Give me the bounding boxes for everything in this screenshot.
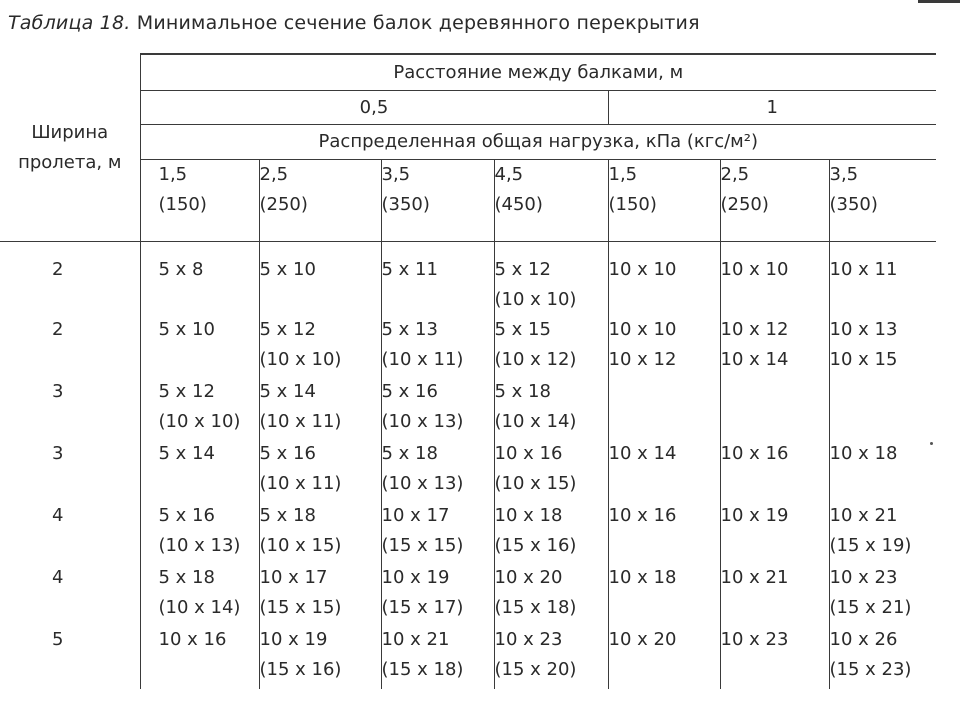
section-cell — [381, 563, 494, 625]
table-body — [0, 242, 936, 690]
load-header: Распределенная общая нагрузка, кПа (кгс/м²) — [140, 125, 936, 160]
section-value: (15 x 18) — [494, 597, 577, 618]
section-cell — [608, 377, 720, 439]
load-kpa: 3,5 — [381, 164, 411, 185]
section-cell — [608, 625, 720, 689]
table-row — [0, 625, 936, 689]
section-cell — [381, 501, 494, 563]
span-width-header-line2: пролета, м — [18, 151, 122, 173]
section-value: 5 x 10 — [158, 319, 215, 340]
section-value: 5 x 15 — [494, 319, 551, 340]
section-value: 5 x 18 — [494, 381, 551, 402]
section-cell — [720, 563, 829, 625]
section-value: (10 x 11) — [259, 473, 342, 494]
section-cell — [494, 377, 608, 439]
section-value: 10 x 19 — [720, 505, 789, 526]
section-cell — [829, 501, 936, 563]
load-kpa: 2,5 — [720, 164, 750, 185]
section-value: 10 x 23 — [494, 629, 563, 650]
section-value: 10 x 10 — [608, 319, 677, 340]
section-cell — [720, 501, 829, 563]
section-cell — [608, 315, 720, 377]
table-row — [0, 563, 936, 625]
beam-spacing-header: Расстояние между балками, м — [140, 54, 936, 91]
spacing-value-1: 1 — [608, 91, 936, 125]
section-value: (10 x 14) — [494, 411, 577, 432]
section-value: (15 x 20) — [494, 659, 577, 680]
section-cell — [608, 242, 720, 316]
section-cell — [140, 563, 259, 625]
section-value: 10 x 13 — [829, 319, 898, 340]
section-value: 5 x 12 — [158, 381, 215, 402]
section-cell — [829, 315, 936, 377]
section-cell — [829, 625, 936, 689]
section-cell — [381, 242, 494, 316]
section-cell — [494, 315, 608, 377]
section-cell — [259, 439, 381, 501]
load-kgs: (150) — [158, 194, 207, 215]
section-value: (15 x 16) — [259, 659, 342, 680]
section-value: 5 x 14 — [158, 443, 215, 464]
section-value: (10 x 13) — [381, 473, 464, 494]
section-value: (10 x 10) — [494, 289, 577, 310]
load-column-header — [259, 160, 381, 242]
section-value: (10 x 13) — [158, 535, 241, 556]
section-value: 10 x 18 — [608, 567, 677, 588]
section-value: 10 x 12 — [608, 349, 677, 370]
load-column-header — [494, 160, 608, 242]
section-cell — [720, 377, 829, 439]
section-cell — [494, 625, 608, 689]
section-cell — [720, 625, 829, 689]
span-width-cell: 3 — [52, 381, 64, 402]
section-value: 5 x 11 — [381, 259, 438, 280]
load-kgs: (150) — [608, 194, 657, 215]
section-cell — [829, 242, 936, 316]
span-width-cell: 2 — [52, 259, 64, 280]
span-width-header-line1: Ширина — [31, 121, 109, 143]
spacing-value-0-5: 0,5 — [140, 91, 608, 125]
load-column-header — [608, 160, 720, 242]
section-value: 10 x 12 — [720, 319, 789, 340]
section-cell — [494, 563, 608, 625]
section-value: (10 x 11) — [259, 411, 342, 432]
table-row — [0, 501, 936, 563]
section-value: (10 x 15) — [494, 473, 577, 494]
section-value: (10 x 14) — [158, 597, 241, 618]
caption-label: Таблица 18. — [8, 12, 131, 34]
section-value: 10 x 14 — [720, 349, 789, 370]
table-row — [0, 439, 936, 501]
section-cell — [720, 439, 829, 501]
load-kpa: 2,5 — [259, 164, 289, 185]
section-value: (10 x 11) — [381, 349, 464, 370]
table-header — [0, 54, 936, 242]
section-value: 10 x 18 — [494, 505, 563, 526]
section-value: 5 x 18 — [381, 443, 438, 464]
section-cell — [381, 625, 494, 689]
top-rule — [918, 0, 960, 3]
section-value: 10 x 21 — [829, 505, 898, 526]
load-column-header — [829, 160, 936, 242]
section-cell — [608, 563, 720, 625]
section-cell — [259, 501, 381, 563]
table-caption — [8, 12, 700, 34]
section-cell — [608, 501, 720, 563]
section-value: 10 x 11 — [829, 259, 898, 280]
section-cell — [259, 563, 381, 625]
section-cell — [494, 242, 608, 316]
section-value: 10 x 16 — [158, 629, 227, 650]
section-value: 10 x 18 — [829, 443, 898, 464]
section-value: 5 x 14 — [259, 381, 316, 402]
span-width-cell: 2 — [52, 319, 64, 340]
section-value: 10 x 16 — [720, 443, 789, 464]
section-cell — [829, 377, 936, 439]
load-column-header — [140, 160, 259, 242]
section-value: (10 x 15) — [259, 535, 342, 556]
section-value: 5 x 16 — [381, 381, 438, 402]
span-width-cell: 5 — [52, 629, 64, 650]
section-cell — [140, 439, 259, 501]
section-cell — [259, 315, 381, 377]
section-cell — [140, 242, 259, 316]
section-value: 5 x 18 — [158, 567, 215, 588]
section-cell — [494, 439, 608, 501]
section-value: (15 x 23) — [829, 659, 912, 680]
section-value: 10 x 15 — [829, 349, 898, 370]
section-cell — [259, 242, 381, 316]
section-value: 10 x 26 — [829, 629, 898, 650]
load-kgs: (250) — [720, 194, 769, 215]
section-value: 10 x 17 — [259, 567, 328, 588]
section-cell — [829, 439, 936, 501]
section-value: (10 x 10) — [158, 411, 241, 432]
section-cell — [608, 439, 720, 501]
load-kgs: (350) — [381, 194, 430, 215]
section-value: 10 x 21 — [381, 629, 450, 650]
load-kpa: 3,5 — [829, 164, 859, 185]
section-value: 5 x 16 — [259, 443, 316, 464]
table-row — [0, 242, 936, 316]
section-cell — [720, 242, 829, 316]
section-value: 10 x 10 — [720, 259, 789, 280]
section-value: 10 x 20 — [494, 567, 563, 588]
section-value: (15 x 21) — [829, 597, 912, 618]
load-kgs: (350) — [829, 194, 878, 215]
section-cell — [829, 563, 936, 625]
section-value: 10 x 16 — [608, 505, 677, 526]
section-value: (15 x 18) — [381, 659, 464, 680]
stray-mark — [930, 442, 933, 445]
section-value: 5 x 10 — [259, 259, 316, 280]
section-cell — [720, 315, 829, 377]
section-value: 5 x 12 — [259, 319, 316, 340]
section-cell — [381, 439, 494, 501]
section-value: 10 x 14 — [608, 443, 677, 464]
load-kpa: 1,5 — [158, 164, 188, 185]
load-kgs: (450) — [494, 194, 543, 215]
section-value: (10 x 13) — [381, 411, 464, 432]
table-row — [0, 377, 936, 439]
section-value: 5 x 18 — [259, 505, 316, 526]
load-kpa: 4,5 — [494, 164, 524, 185]
section-cell — [259, 377, 381, 439]
section-cell — [259, 625, 381, 689]
section-value: (10 x 12) — [494, 349, 577, 370]
section-cell — [140, 625, 259, 689]
load-column-header — [381, 160, 494, 242]
span-width-cell: 4 — [52, 505, 64, 526]
section-value: (15 x 19) — [829, 535, 912, 556]
section-value: 5 x 8 — [158, 259, 204, 280]
caption-text: Минимальное сечение балок деревянного перекрытия — [136, 12, 700, 34]
beam-section-table — [0, 53, 936, 689]
section-cell — [381, 315, 494, 377]
section-value: (15 x 15) — [381, 535, 464, 556]
table-row — [0, 315, 936, 377]
span-width-header — [0, 54, 140, 242]
section-cell — [494, 501, 608, 563]
section-value: 5 x 16 — [158, 505, 215, 526]
section-value: (15 x 16) — [494, 535, 577, 556]
section-value: 10 x 23 — [829, 567, 898, 588]
span-width-cell: 3 — [52, 443, 64, 464]
section-value: 10 x 19 — [259, 629, 328, 650]
section-value: (10 x 10) — [259, 349, 342, 370]
section-value: 10 x 17 — [381, 505, 450, 526]
section-cell — [140, 315, 259, 377]
section-value: 10 x 19 — [381, 567, 450, 588]
section-cell — [381, 377, 494, 439]
load-kpa: 1,5 — [608, 164, 638, 185]
load-kgs: (250) — [259, 194, 308, 215]
section-value: 10 x 21 — [720, 567, 789, 588]
section-value: (15 x 15) — [259, 597, 342, 618]
section-value: 10 x 16 — [494, 443, 563, 464]
section-value: 10 x 10 — [608, 259, 677, 280]
section-cell — [140, 377, 259, 439]
span-width-cell: 4 — [52, 567, 64, 588]
section-value: (15 x 17) — [381, 597, 464, 618]
section-value: 5 x 12 — [494, 259, 551, 280]
load-column-header — [720, 160, 829, 242]
section-value: 5 x 13 — [381, 319, 438, 340]
section-value: 10 x 20 — [608, 629, 677, 650]
section-cell — [140, 501, 259, 563]
section-value: 10 x 23 — [720, 629, 789, 650]
